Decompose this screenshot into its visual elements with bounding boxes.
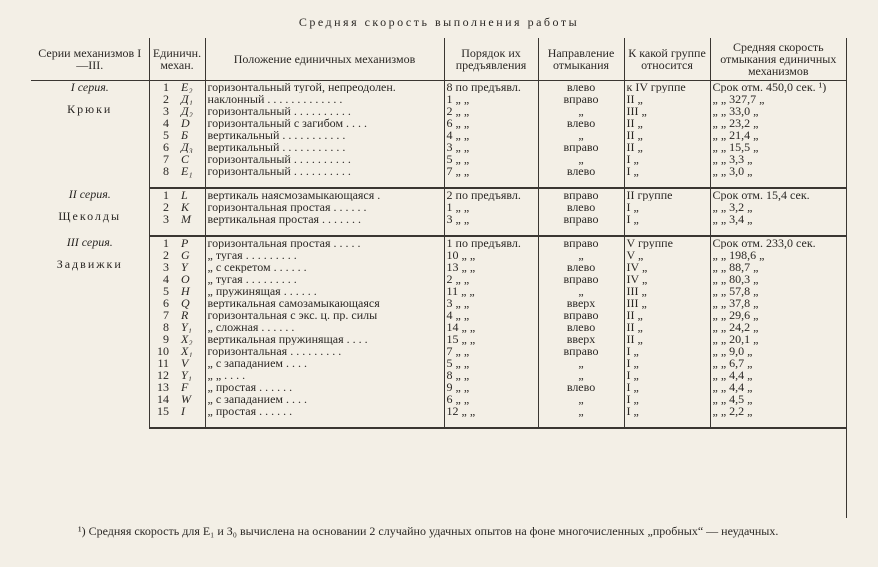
row-symbol: G (181, 249, 190, 261)
row-position: вертикальная самозамыкающаяся (205, 297, 444, 309)
row-symbol: X₁ (181, 345, 193, 357)
row-group: I „ (624, 357, 710, 369)
row-group: I „ (624, 381, 710, 393)
row-position: горизонтальная простая . . . . . . (205, 201, 444, 213)
row-position: „ с западанием . . . . (205, 357, 444, 369)
row-symbol: Y (181, 261, 188, 273)
row-order: 2 по предъявл. (444, 188, 538, 201)
header-series: Серии механизмов I—III. (31, 38, 149, 81)
row-direction: „ (538, 129, 624, 141)
row-number: 6 (149, 141, 175, 153)
row-symbol: W (181, 393, 191, 405)
row-order: 12 „ „ (444, 405, 538, 428)
row-group: II „ (624, 141, 710, 153)
table-row (31, 201, 846, 213)
table-row (31, 321, 846, 333)
series-name: II серия. (68, 188, 111, 201)
row-speed: „ „ 2,2 „ (710, 405, 846, 428)
row-number: 4 (149, 273, 175, 285)
row-group: I „ (624, 201, 710, 213)
table-row (31, 105, 846, 117)
table-row (31, 236, 846, 249)
row-speed: Срок отм. 233,0 сек. (710, 236, 846, 249)
row-speed: Срок отм. 15,4 сек. (710, 188, 846, 201)
row-speed: „ „ 20,1 „ (710, 333, 846, 345)
row-symbol: V (181, 357, 189, 369)
row-speed: „ „ 4,4 „ (710, 369, 846, 381)
row-speed: „ „ 3,0 „ (710, 165, 846, 188)
row-group: II группе (624, 188, 710, 201)
row-position: вертикальная простая . . . . . . . (205, 213, 444, 236)
row-group: III „ (624, 285, 710, 297)
row-group: V „ (624, 249, 710, 261)
row-group: V группе (624, 236, 710, 249)
row-direction: вправо (538, 141, 624, 153)
row-number: 4 (149, 117, 175, 129)
row-speed: „ „ 88,7 „ (710, 261, 846, 273)
header-row (31, 38, 846, 81)
row-group: II „ (624, 333, 710, 345)
row-order: 8 по предъявл. (444, 81, 538, 94)
row-order: 6 „ „ (444, 393, 538, 405)
row-order: 1 „ „ (444, 201, 538, 213)
row-direction: „ (538, 249, 624, 261)
row-symbol: P (181, 236, 189, 249)
row-order: 2 „ „ (444, 273, 538, 285)
row-number: 3 (149, 213, 175, 236)
row-speed: „ „ 24,2 „ (710, 321, 846, 333)
row-position: вертикаль наясмозамыкающаяся . (205, 188, 444, 201)
row-position: вертикальная пружинящая . . . . (205, 333, 444, 345)
row-order: 8 „ „ (444, 369, 538, 381)
row-number: 1 (149, 236, 175, 249)
row-speed: „ „ 80,3 „ (710, 273, 846, 285)
row-group: I „ (624, 345, 710, 357)
row-number: 3 (149, 105, 175, 117)
row-symbol: D (181, 117, 190, 129)
row-number: 1 (149, 188, 175, 201)
row-order: 9 „ „ (444, 381, 538, 393)
row-order: 2 „ „ (444, 105, 538, 117)
table-row (31, 345, 846, 357)
row-position: горизонтальный . . . . . . . . . . (205, 153, 444, 165)
row-direction: „ (538, 405, 624, 428)
row-number: 7 (149, 153, 175, 165)
row-order: 13 „ „ (444, 261, 538, 273)
row-position: горизонтальный . . . . . . . . . . (205, 165, 444, 188)
row-symbol: O (181, 273, 190, 285)
row-number: 10 (149, 345, 175, 357)
row-group: I „ (624, 213, 710, 236)
row-order: 5 „ „ (444, 357, 538, 369)
row-order: 6 „ „ (444, 117, 538, 129)
row-group: II „ (624, 129, 710, 141)
row-number: 13 (149, 381, 175, 393)
row-number: 5 (149, 129, 175, 141)
header-position: Положение единичных механизмов (205, 38, 444, 81)
header-order: Порядок их предъявления (444, 38, 538, 81)
row-order: 11 „ „ (444, 285, 538, 297)
row-position: „ простая . . . . . . (205, 381, 444, 393)
row-order: 4 „ „ (444, 129, 538, 141)
row-group: I „ (624, 369, 710, 381)
row-group: IV „ (624, 273, 710, 285)
row-position: горизонтальный с загибом . . . . (205, 117, 444, 129)
row-speed: „ „ 3,4 „ (710, 213, 846, 236)
row-direction: „ (538, 369, 624, 381)
header-direction: Направление отмыкания (538, 38, 624, 81)
row-order: 7 „ „ (444, 165, 538, 188)
row-speed: „ „ 37,8 „ (710, 297, 846, 309)
row-speed: „ „ 29,6 „ (710, 309, 846, 321)
header-unit: Единичн. механ. (149, 38, 205, 81)
row-speed: „ „ 198,6 „ (710, 249, 846, 261)
row-group: III „ (624, 105, 710, 117)
row-group: I „ (624, 153, 710, 165)
row-order: 3 „ „ (444, 213, 538, 236)
row-number: 8 (149, 321, 175, 333)
row-group: к IV группе (624, 81, 710, 94)
row-speed: „ „ 6,7 „ (710, 357, 846, 369)
row-speed: „ „ 3,3 „ (710, 153, 846, 165)
row-position: вертикальный . . . . . . . . . . . (205, 129, 444, 141)
row-symbol: Д₁ (181, 93, 193, 105)
row-symbol: F (181, 381, 189, 393)
table-row (31, 405, 846, 428)
row-number: 14 (149, 393, 175, 405)
table-row (31, 333, 846, 345)
row-speed: „ „ 4,4 „ (710, 381, 846, 393)
row-position: горизонтальная с экс. ц. пр. силы (205, 309, 444, 321)
table-row (31, 213, 846, 236)
row-symbol: E₁ (175, 165, 205, 188)
row-symbol: L (181, 188, 188, 201)
footnote: ¹) Средняя скорость для E₁ и З₀ вычислена на основании 2 случайно удачных опытов на фоне многочисленных „пробных“ — неудачных. (78, 524, 779, 538)
row-order: 10 „ „ (444, 249, 538, 261)
row-direction: вверх (538, 333, 624, 345)
row-symbol: Д₃ (181, 141, 193, 153)
header-group: К какой группе относится (624, 38, 710, 81)
row-number: 1 (149, 81, 175, 94)
row-speed: „ „ 4,5 „ (710, 393, 846, 405)
row-group: II „ (624, 321, 710, 333)
table-row (31, 117, 846, 129)
row-group: I „ (624, 165, 710, 188)
row-speed: „ „ 327,7 „ (710, 93, 846, 105)
row-symbol: Y₁ (181, 321, 192, 333)
row-group: III „ (624, 297, 710, 309)
row-position: „ сложная . . . . . . (205, 321, 444, 333)
row-direction: влево (538, 81, 624, 94)
series-word: Щеколды (58, 209, 122, 223)
row-position: „ пружинящая . . . . . . (205, 285, 444, 297)
row-number: 12 (149, 369, 175, 381)
row-direction: вправо (538, 188, 624, 201)
row-position: „ „ . . . . (205, 369, 444, 381)
row-speed: Срок отм. 450,0 сек. ¹) (710, 81, 846, 94)
table-row (31, 273, 846, 285)
row-position: „ тугая . . . . . . . . . (205, 273, 444, 285)
row-symbol: R (181, 309, 189, 321)
row-speed: „ „ 33,0 „ (710, 105, 846, 117)
row-position: „ с западанием . . . . (205, 393, 444, 405)
row-symbol: I (175, 405, 205, 428)
row-direction: „ (538, 153, 624, 165)
row-symbol: X₂ (181, 333, 193, 345)
row-group: I „ (624, 405, 710, 428)
row-speed: „ „ 57,8 „ (710, 285, 846, 297)
row-direction: влево (538, 321, 624, 333)
row-speed: „ „ 23,2 „ (710, 117, 846, 129)
row-position: горизонтальный тугой, непреодолен. (205, 81, 444, 94)
table-row (31, 165, 846, 188)
row-direction: „ (538, 105, 624, 117)
row-group: I „ (624, 393, 710, 405)
table-row (31, 285, 846, 297)
row-direction: „ (538, 285, 624, 297)
row-order: 4 „ „ (444, 309, 538, 321)
row-number: 3 (149, 261, 175, 273)
row-symbol: H (181, 285, 190, 297)
row-symbol: K (181, 201, 190, 213)
row-position: вертикальный . . . . . . . . . . . (205, 141, 444, 153)
row-order: 14 „ „ (444, 321, 538, 333)
table-row (31, 129, 846, 141)
row-direction: вправо (538, 236, 624, 249)
row-number: 2 (149, 201, 175, 213)
row-group: II „ (624, 93, 710, 105)
table-row (31, 93, 846, 105)
table-row (31, 153, 846, 165)
table-row (31, 297, 846, 309)
table-row (31, 249, 846, 261)
row-position: „ простая . . . . . . (205, 405, 444, 428)
row-direction: вправо (538, 273, 624, 285)
table-row (31, 393, 846, 405)
row-direction: влево (538, 381, 624, 393)
table-row (31, 357, 846, 369)
row-direction: вправо (538, 345, 624, 357)
row-direction: вправо (538, 93, 624, 105)
row-number: 15 (149, 405, 175, 428)
row-direction: вправо (538, 309, 624, 321)
table-row (31, 188, 846, 201)
row-order: 7 „ „ (444, 345, 538, 357)
table-title: Средняя скорость выполнения работы (298, 15, 580, 29)
row-symbol: Д₂ (181, 105, 193, 117)
series-label (31, 236, 149, 428)
row-number: 2 (149, 249, 175, 261)
table-row (31, 81, 846, 94)
series-word: Крюки (67, 102, 113, 116)
series-name: I серия. (70, 80, 109, 94)
row-direction: „ (538, 393, 624, 405)
series-word: Задвижки (56, 257, 123, 271)
row-order: 3 „ „ (444, 297, 538, 309)
row-order: 3 „ „ (444, 141, 538, 153)
row-position: горизонтальная . . . . . . . . . (205, 345, 444, 357)
row-symbol: E₂ (181, 80, 193, 93)
table-row (31, 261, 846, 273)
row-position: „ тугая . . . . . . . . . (205, 249, 444, 261)
row-direction: влево (538, 117, 624, 129)
row-speed: „ „ 15,5 „ (710, 141, 846, 153)
table-row (31, 141, 846, 153)
row-speed: „ „ 21,4 „ (710, 129, 846, 141)
row-order: 1 „ „ (444, 93, 538, 105)
row-position: „ с секретом . . . . . . (205, 261, 444, 273)
series-label (31, 81, 149, 189)
series-label (31, 188, 149, 236)
row-symbol: C (181, 153, 190, 165)
row-position: наклонный . . . . . . . . . . . . . (205, 93, 444, 105)
row-number: 7 (149, 309, 175, 321)
row-symbol: Б (181, 129, 189, 141)
row-position: горизонтальная простая . . . . . (205, 236, 444, 249)
table-body (31, 81, 846, 429)
row-symbol: M (175, 213, 205, 236)
row-group: II „ (624, 309, 710, 321)
row-number: 11 (149, 357, 175, 369)
row-number: 9 (149, 333, 175, 345)
row-speed: „ „ 3,2 „ (710, 201, 846, 213)
row-direction: вправо (538, 213, 624, 236)
row-symbol: Y₁ (181, 369, 192, 381)
row-group: IV „ (624, 261, 710, 273)
row-order: 1 по предъявл. (444, 236, 538, 249)
row-direction: вверх (538, 297, 624, 309)
right-border (846, 38, 847, 518)
row-direction: „ (538, 357, 624, 369)
row-symbol: Q (181, 297, 190, 309)
row-order: 5 „ „ (444, 153, 538, 165)
row-number: 8 (149, 165, 175, 188)
row-direction: влево (538, 201, 624, 213)
row-speed: „ „ 9,0 „ (710, 345, 846, 357)
row-direction: влево (538, 165, 624, 188)
speed-table (31, 38, 846, 429)
row-number: 6 (149, 297, 175, 309)
series-name: III серия. (66, 236, 113, 249)
row-direction: влево (538, 261, 624, 273)
row-group: II „ (624, 117, 710, 129)
row-number: 2 (149, 93, 175, 105)
header-speed: Средняя скорость отмыкания единичных механизмов (710, 38, 846, 81)
table-row (31, 381, 846, 393)
table-row (31, 369, 846, 381)
table-row (31, 309, 846, 321)
row-position: горизонтальный . . . . . . . . . . (205, 105, 444, 117)
row-number: 5 (149, 285, 175, 297)
row-order: 15 „ „ (444, 333, 538, 345)
